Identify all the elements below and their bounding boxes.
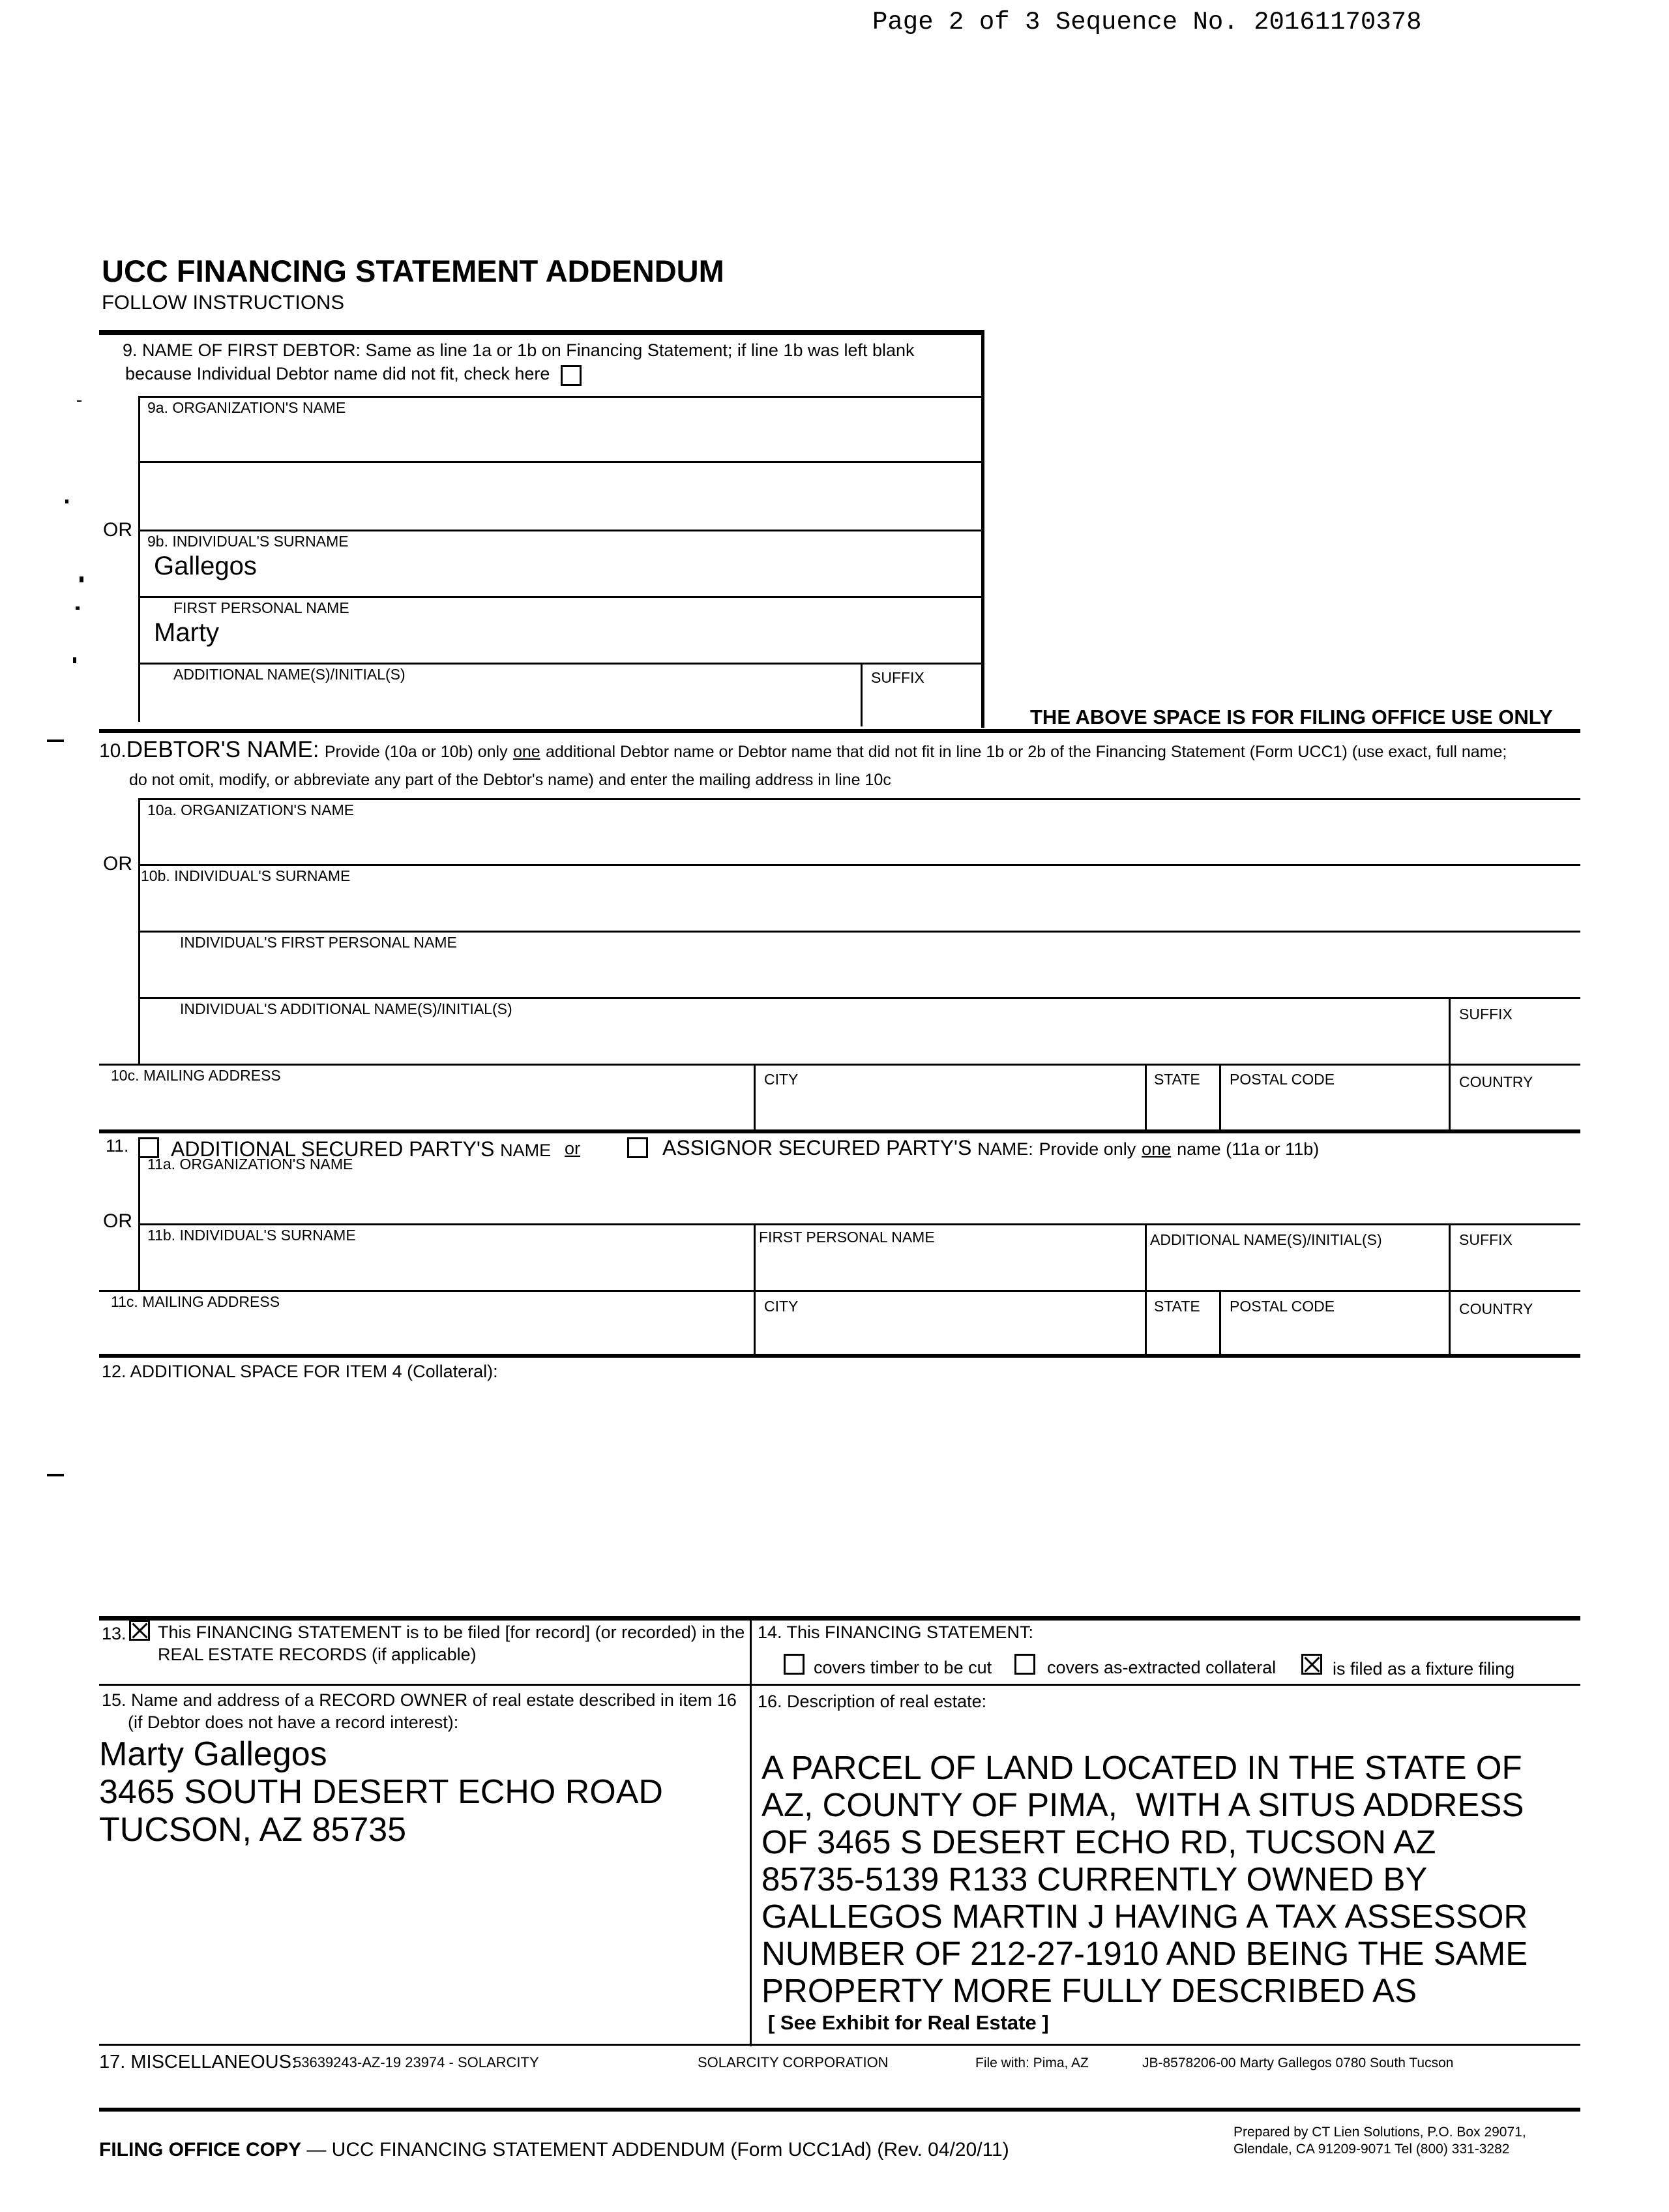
footer-prepared-by-line2: Glendale, CA 91209-9071 Tel (800) 331-3282 <box>1233 2142 1510 2157</box>
item10-city-label: CITY <box>764 1071 799 1088</box>
rule <box>750 1616 752 2046</box>
footer-prepared-by: Prepared by CT Lien Solutions, P.O. Box 29071, <box>1233 2125 1526 2140</box>
item11a-org-name-label: 11a. ORGANIZATION'S NAME <box>147 1156 353 1173</box>
item10b-surname-field[interactable] <box>142 886 1576 927</box>
item10a-org-name-field[interactable] <box>142 819 1576 861</box>
rule <box>754 1223 756 1355</box>
item10-postal-code-label: POSTAL CODE <box>1230 1071 1335 1088</box>
item10c-mailing-address-label: 10c. MAILING ADDRESS <box>111 1067 281 1084</box>
item13-real-estate-records-checkbox[interactable] <box>129 1620 150 1641</box>
item13-top-border <box>99 1616 1580 1621</box>
rule <box>138 396 983 398</box>
item9b-surname-value: Gallegos <box>154 552 257 580</box>
item11b-surname-label: 11b. INDIVIDUAL'S SURNAME <box>147 1227 356 1244</box>
rule <box>1219 1064 1221 1131</box>
record-owner-city-state-zip: TUCSON, AZ 85735 <box>99 1811 407 1849</box>
item9-suffix-label: SUFFIX <box>871 669 924 686</box>
item9a-org-name-label: 9a. ORGANIZATION'S NAME <box>147 399 346 416</box>
item11-assignor-secured-party-checkbox[interactable] <box>627 1137 648 1158</box>
rule <box>138 1223 1580 1225</box>
rule <box>1449 1223 1451 1355</box>
item9-additional-names-label: ADDITIONAL NAME(S)/INITIAL(S) <box>173 666 406 683</box>
rule <box>99 1684 1580 1686</box>
rule <box>138 663 983 665</box>
item17-reference: 53639243-AZ-19 23974 - SOLARCITY <box>293 2054 539 2070</box>
rule <box>1145 1064 1147 1131</box>
item9-or-label: OR <box>103 519 132 541</box>
item10-suffix-label: SUFFIX <box>1459 1006 1513 1023</box>
item10-state-label: STATE <box>1154 1071 1200 1088</box>
item17-job-reference: JB-8578206-00 Marty Gallegos 0780 South Tucson <box>1142 2055 1454 2070</box>
rule <box>138 396 140 722</box>
rule <box>754 1064 756 1131</box>
item11-suffix-label: SUFFIX <box>1459 1231 1513 1248</box>
item11-top-border <box>99 1129 1580 1133</box>
item10-first-name-field[interactable] <box>142 952 1576 994</box>
item9-first-name-label: FIRST PERSONAL NAME <box>173 599 349 616</box>
item11-or-label: OR <box>103 1210 132 1232</box>
item9a-org-name-field[interactable] <box>142 417 977 456</box>
rule <box>1219 1290 1221 1355</box>
item11a-org-name-field[interactable] <box>142 1174 1576 1225</box>
item15-label: 15. Name and address of a RECORD OWNER of real estate described in item 16 <box>102 1690 737 1710</box>
scan-mark <box>77 400 81 402</box>
item10-first-name-label: INDIVIDUAL'S FIRST PERSONAL NAME <box>180 934 457 951</box>
item11-country-label: COUNTRY <box>1459 1300 1533 1317</box>
item11-number: 11. <box>106 1136 129 1156</box>
item9b-surname-label: 9b. INDIVIDUAL'S SURNAME <box>147 533 349 550</box>
item14-as-extracted-label: covers as-extracted collateral <box>1047 1658 1277 1677</box>
item10a-org-name-label: 10a. ORGANIZATION'S NAME <box>147 801 355 818</box>
scan-mark <box>76 606 80 610</box>
rule <box>138 997 1580 999</box>
rule <box>99 1064 1580 1066</box>
scan-mark <box>65 500 68 503</box>
item13-number: 13. <box>102 1624 126 1643</box>
item14-timber-checkbox[interactable] <box>784 1654 805 1675</box>
exhibit-note: [ See Exhibit for Real Estate ] <box>768 2011 1049 2034</box>
item15-label-line2: (if Debtor does not have a record interest): <box>128 1712 459 1732</box>
rule <box>138 1153 140 1290</box>
item9-top-border <box>99 330 983 335</box>
item9-label: 9. NAME OF FIRST DEBTOR: Same as line 1a or 1b on Financing Statement; if line 1b was left blank <box>123 340 915 360</box>
item10-country-label: COUNTRY <box>1459 1073 1533 1090</box>
scan-mark <box>47 1474 64 1476</box>
item9a-org-name-field-continued[interactable] <box>142 464 977 523</box>
item12-collateral-field[interactable] <box>102 1385 1575 1613</box>
rule <box>138 798 1580 800</box>
footer-form-id: FILING OFFICE COPY — UCC FINANCING STATEMENT ADDENDUM (Form UCC1Ad) (Rev. 04/20/11) <box>99 2139 1009 2160</box>
item13-label: This FINANCING STATEMENT is to be filed [for record] (or recorded) in the <box>158 1622 745 1642</box>
item11-assignor-secured-party-label: ASSIGNOR SECURED PARTY'S NAME: Provide only one name (11a or 11b) <box>662 1136 1320 1159</box>
scan-mark <box>80 576 83 582</box>
item11-additional-secured-party-label: ADDITIONAL SECURED PARTY'S NAME <box>171 1137 552 1161</box>
item10-top-border <box>99 729 1580 733</box>
item11-first-name-label: FIRST PERSONAL NAME <box>759 1229 935 1246</box>
rule <box>138 596 983 598</box>
item14-fixture-filing-label: is filed as a fixture filing <box>1333 1659 1515 1679</box>
item11-additional-names-label: ADDITIONAL NAME(S)/INITIAL(S) <box>1150 1231 1382 1248</box>
item17-top-border <box>99 2044 1580 2046</box>
item14-timber-label: covers timber to be cut <box>814 1658 992 1677</box>
item10-label-line2: do not omit, modify, or abbreviate any part of the Debtor's name) and enter the mailing address in line 10c <box>129 771 891 789</box>
item17-company: SOLARCITY CORPORATION <box>698 2054 889 2070</box>
item9-first-name-value: Marty <box>154 618 219 647</box>
form-title: UCC FINANCING STATEMENT ADDENDUM <box>102 254 724 288</box>
item17-filed-with: File with: Pima, AZ <box>975 2055 1089 2070</box>
rule <box>138 530 983 531</box>
item9-label-line2: because Individual Debtor name did not fit, check here <box>125 364 550 383</box>
item12-top-border <box>99 1354 1580 1358</box>
item16-label: 16. Description of real estate: <box>758 1692 987 1711</box>
item10-or-label: OR <box>103 853 132 874</box>
rule <box>861 663 863 726</box>
real-estate-description: A PARCEL OF LAND LOCATED IN THE STATE OF AZ, COUNTY OF PIMA, WITH A SITUS ADDRESS OF 3465 S DESERT ECHO RD, TUCSON AZ 85735-5139 R133 CURRENTLY OWNED BY GALLEGOS MARTIN J HAVING A TAX ASSESSOR NUMBER OF 212-27-1910 AND BEING THE SAME PROPERTY MORE FULLY DESCRIBED AS <box>761 1749 1528 2009</box>
item9-right-border <box>981 330 984 728</box>
item11-city-label: CITY <box>764 1298 799 1315</box>
item14-fixture-filing-checkbox[interactable] <box>1301 1654 1322 1675</box>
item11-state-label: STATE <box>1154 1298 1200 1315</box>
rule <box>1145 1223 1147 1355</box>
item14-as-extracted-checkbox[interactable] <box>1014 1654 1035 1675</box>
scan-mark <box>73 657 76 663</box>
rule <box>138 461 983 463</box>
item13-label-line2: REAL ESTATE RECORDS (if applicable) <box>158 1645 477 1664</box>
rule <box>138 931 1580 933</box>
rule <box>99 1290 1580 1292</box>
filing-office-use-notice: THE ABOVE SPACE IS FOR FILING OFFICE USE ONLY <box>1030 706 1553 728</box>
item9-check-here-checkbox[interactable] <box>561 365 582 386</box>
item10-additional-names-label: INDIVIDUAL'S ADDITIONAL NAME(S)/INITIAL(S) <box>180 1000 512 1017</box>
record-owner-street: 3465 SOUTH DESERT ECHO ROAD <box>99 1773 663 1811</box>
rule <box>138 864 1580 866</box>
item10b-surname-label: 10b. INDIVIDUAL'S SURNAME <box>141 867 351 884</box>
item11-or-word: or <box>565 1139 581 1158</box>
item11-postal-code-label: POSTAL CODE <box>1230 1298 1335 1315</box>
item10-label: 10.DEBTOR'S NAME: Provide (10a or 10b) only one additional Debtor name or Debtor name that did not fit in line 1b or 2b of the Financing Statement (Form UCC1) (use exact, full name; <box>99 737 1507 762</box>
item17-label: 17. MISCELLANEOUS: <box>99 2052 297 2072</box>
footer-top-border <box>99 2108 1580 2112</box>
scan-mark <box>47 740 64 742</box>
record-owner-name: Marty Gallegos <box>99 1735 327 1773</box>
page-sequence-header: Page 2 of 3 Sequence No. 20161170378 <box>872 8 1422 37</box>
item12-label: 12. ADDITIONAL SPACE FOR ITEM 4 (Collateral): <box>102 1362 498 1381</box>
item14-label: 14. This FINANCING STATEMENT: <box>758 1622 1034 1642</box>
item11c-mailing-address-label: 11c. MAILING ADDRESS <box>111 1293 280 1310</box>
form-subtitle: FOLLOW INSTRUCTIONS <box>102 291 345 314</box>
